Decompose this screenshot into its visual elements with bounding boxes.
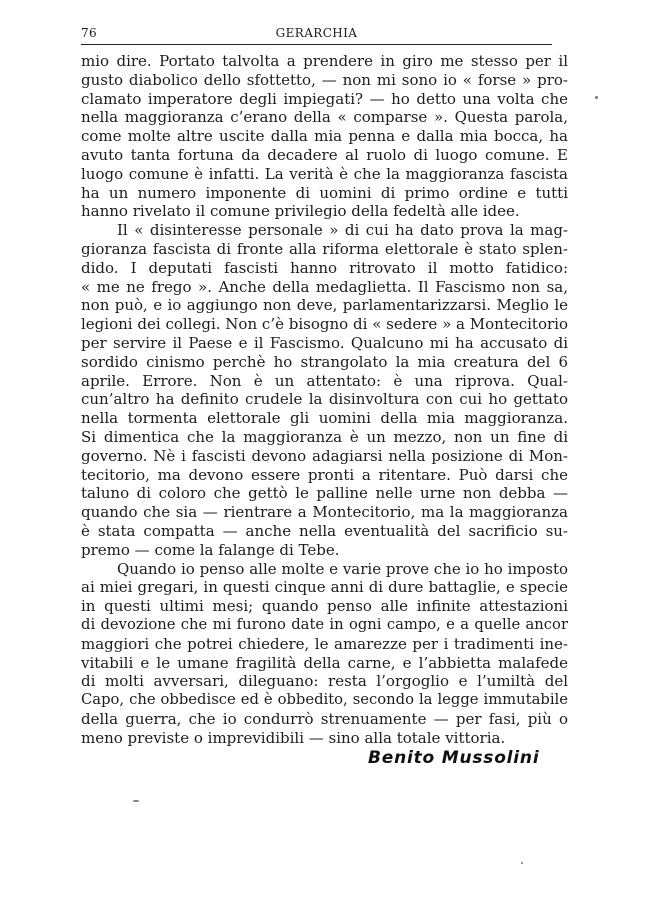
text-line: tecitorio, ma devono essere pronti a ritentare. Può darsi che — [81, 465, 568, 484]
text-line: per servire il Paese e il Fascismo. Qualcuno mi ha accusato di — [81, 333, 568, 352]
text-line: come molte altre uscite dalla mia penna e dalla mia bocca, ha — [81, 127, 568, 146]
text-line: mio dire. Portato talvolta a prendere in giro me stesso per il — [81, 52, 568, 70]
text-line: Quando io penso alle molte e varie prove che io ho imposto — [117, 559, 568, 578]
text-line: della guerra, che io condurrò strenuamente — per fasi, più o — [81, 709, 568, 728]
text-line: maggiori che potrei chiedere, le amarezze per i tradimenti ine- — [81, 634, 568, 653]
text-line: nella tormenta elettorale gli uomini della mia maggioranza. — [81, 409, 568, 428]
text-line: gioranza fascista di fronte alla riforma elettorale è stato splen- — [81, 239, 568, 258]
text-line: ai miei gregari, in questi cinque anni di dure battaglie, e specie — [81, 578, 568, 597]
text-line: governo. Nè i fascisti devono adagiarsi nella posizione di Mon- — [81, 446, 568, 465]
header-rule — [81, 44, 552, 45]
text-line: di devozione che mi furono date in ogni campo, e a quelle ancor — [81, 615, 568, 633]
text-line: legioni dei collegi. Non c’è bisogno di « sedere » a Montecitorio — [81, 315, 568, 334]
scan-speck — [133, 800, 139, 802]
text-line: dido. I deputati fascisti hanno ritrovato il motto fatidico: — [81, 258, 568, 277]
text-line: ha un numero imponente di uomini di primo ordine e tutti — [81, 183, 568, 202]
page-header — [81, 24, 552, 42]
signature: Benito Mussolini — [368, 748, 540, 768]
text-line: aprile. Errore. Non è un attentato: è una riprova. Qual- — [81, 371, 568, 390]
text-line: taluno di coloro che gettò le palline nelle urne non debba — — [81, 484, 568, 503]
text-line: meno previste o imprevidibili — sino alla totale vittoria. — [81, 728, 506, 747]
scan-speck — [595, 96, 598, 99]
text-line: nella maggioranza c’erano della « comparse ». Questa parola, — [81, 108, 568, 127]
text-line: avuto tanta fortuna da decadere al ruolo di luogo comune. E — [81, 145, 568, 164]
text-line: in questi ultimi mesi; quando penso alle infinite attestazioni — [81, 597, 568, 616]
text-line: premo — come la falange di Tebe. — [81, 540, 340, 559]
text-line: gusto diabolico dello sfottetto, — non mi sono io « forse » pro- — [81, 70, 568, 89]
running-title: GERARCHIA — [275, 26, 358, 40]
scan-speck — [521, 862, 523, 864]
text-line: hanno rivelato il comune privilegio della fedeltà alle idee. — [81, 202, 520, 221]
text-line: vitabili e le umane fragilità della carne, e l’abbietta malafede — [81, 653, 568, 672]
text-line: clamato imperatore degli impiegati? — ho detto una volta che — [81, 89, 568, 108]
page-number: 76 — [81, 26, 98, 40]
text-line: di molti avversari, dileguano: resta l’orgoglio e l’umiltà del — [81, 672, 568, 691]
text-line: Il « disinteresse personale » di cui ha dato prova la mag- — [117, 221, 568, 240]
text-line: sordido cinismo perchè ho strangolato la mia creatura del 6 — [81, 352, 568, 371]
text-line: « me ne frego ». Anche della medaglietta. Il Fascismo non sa, — [81, 277, 568, 296]
body-text — [81, 52, 568, 747]
text-line: non può, e io aggiungo non deve, parlamentarizzarsi. Meglio le — [81, 296, 568, 315]
text-line: cun’altro ha definito crudele la disinvoltura con cui ho gettato — [81, 390, 568, 409]
text-line: luogo comune è infatti. La verità è che la maggioranza fascista — [81, 164, 568, 183]
text-line: Capo, che obbedisce ed è obbedito, secondo la legge immutabile — [81, 691, 568, 709]
text-line: Si dimentica che la maggioranza è un mezzo, non un fine di — [81, 427, 568, 446]
text-line: quando che sia — rientrare a Montecitorio, ma la maggioranza — [81, 503, 568, 522]
text-line: è stata compatta — anche nella eventualità del sacrificio su- — [81, 521, 568, 540]
